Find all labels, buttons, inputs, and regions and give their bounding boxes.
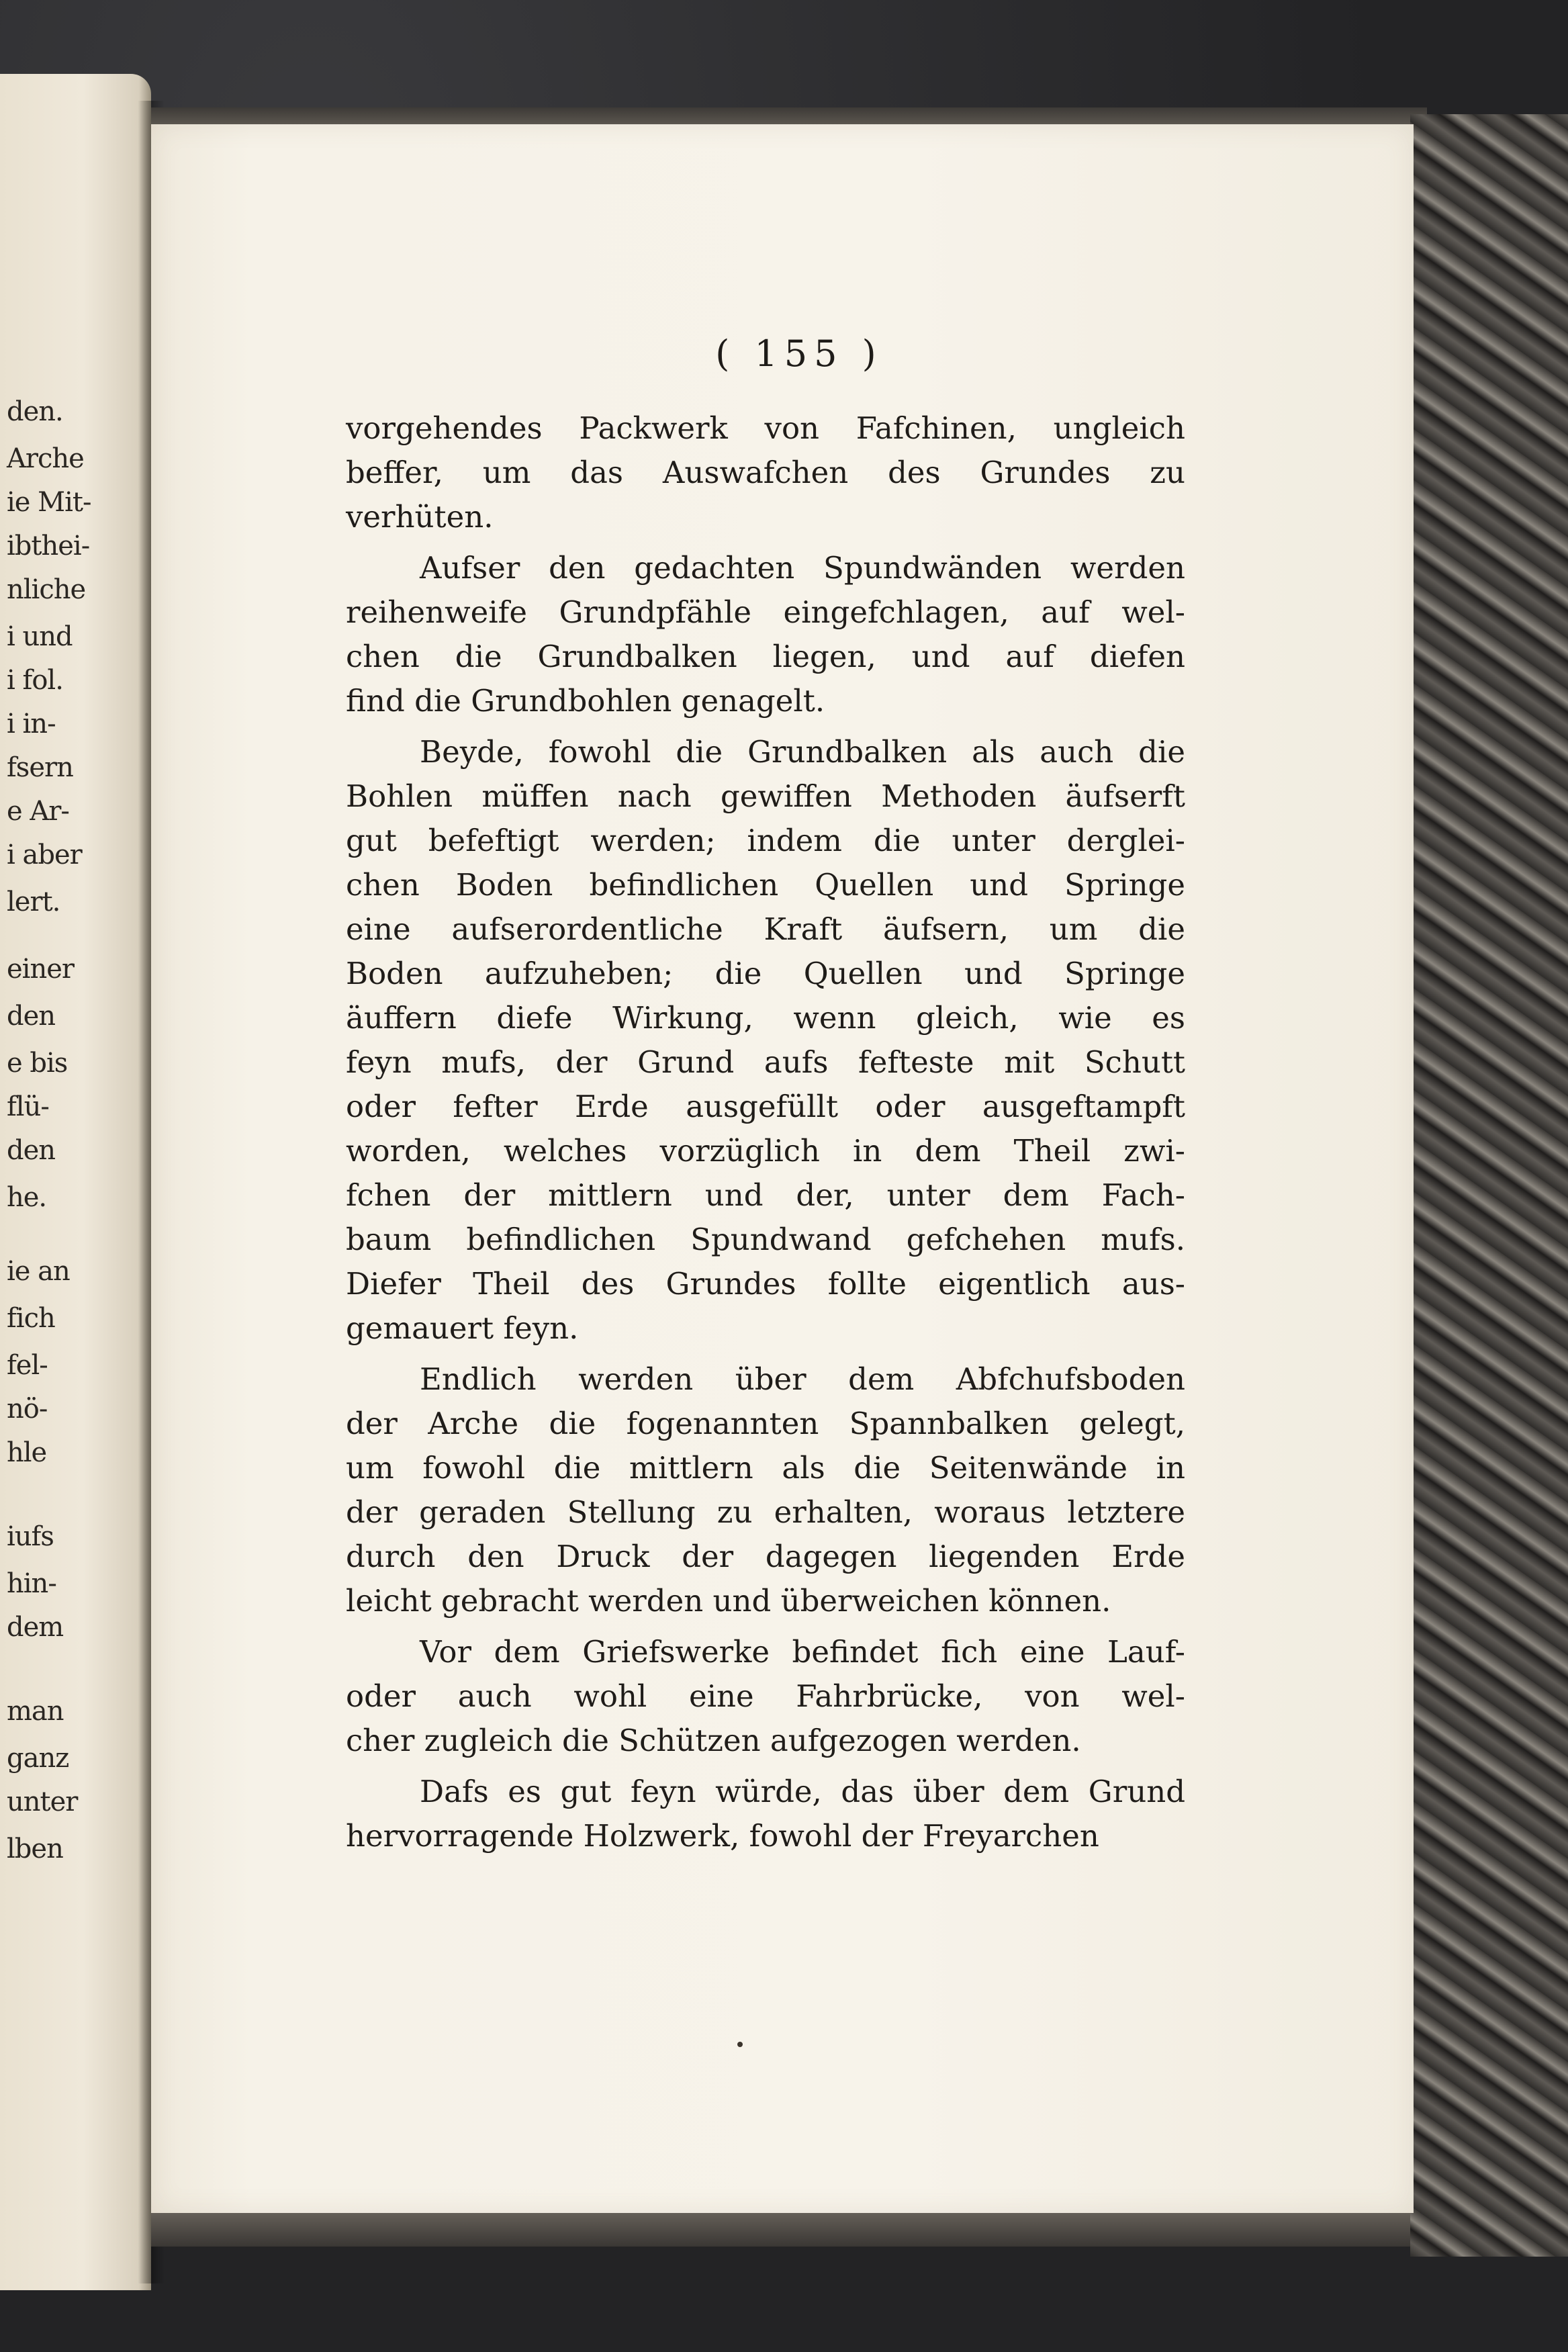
text-line: oder auch wohl eine Fahrbrücke, von wel- <box>346 1678 1185 1714</box>
left-page-line: man <box>7 1696 64 1727</box>
text-line: feyn mufs, der Grund aufs fefteste mit Schutt <box>346 1044 1185 1080</box>
text-line: Aufser den gedachten Spundwänden werden <box>420 550 1185 586</box>
text-line: oder fefter Erde ausgefüllt oder ausgeftampft <box>346 1089 1185 1124</box>
page-body-text <box>346 406 1185 1858</box>
text-line: äuffern diefe Wirkung, wenn gleich, wie es <box>346 1000 1185 1036</box>
text-line: Boden aufzuheben; die Quellen und Springe <box>346 956 1185 991</box>
text-line: eine aufserordentliche Kraft äufsern, um die <box>346 911 1185 947</box>
text-line: Bohlen müffen nach gewiffen Methoden äufserft <box>346 778 1185 814</box>
left-page-line: i aber <box>7 840 82 870</box>
left-page-line: i und <box>7 621 73 652</box>
text-line: Beyde, fowohl die Grundbalken als auch die <box>420 734 1185 770</box>
left-page-line: flü- <box>7 1091 49 1122</box>
text-line: beffer, um das Auswafchen des Grundes zu <box>346 455 1185 490</box>
left-page-line: i fol. <box>7 665 63 696</box>
paragraph <box>346 406 1185 539</box>
text-line: durch den Druck der dagegen liegenden Erde <box>346 1539 1185 1574</box>
left-page-line: nliche <box>7 574 86 605</box>
left-page-line: den <box>7 1135 56 1166</box>
text-line: verhüten. <box>346 499 494 535</box>
text-line: Endlich werden über dem Abfchufsboden <box>420 1361 1185 1397</box>
text-line: leicht gebracht werden und überweichen können. <box>346 1583 1111 1619</box>
left-page-line: ie an <box>7 1256 70 1287</box>
paragraph-gap <box>346 1763 1185 1770</box>
paragraph-gap <box>346 539 1185 546</box>
text-line: fchen der mittlern und der, unter dem Fach- <box>346 1177 1185 1213</box>
text-line: cher zugleich die Schützen aufgezogen werden. <box>346 1723 1081 1758</box>
left-page-line: fsern <box>7 752 73 783</box>
ink-speck <box>737 2042 743 2047</box>
left-page-line: dem <box>7 1612 64 1643</box>
paragraph <box>346 546 1185 723</box>
left-page-line: ie Mit- <box>7 487 91 518</box>
left-page-line: lben <box>7 1834 63 1864</box>
left-facing-page <box>0 74 151 2290</box>
left-page-line: hin- <box>7 1568 56 1599</box>
page-number: ( 155 ) <box>715 332 883 375</box>
paragraph-gap <box>346 1351 1185 1357</box>
left-page-line: nö- <box>7 1394 48 1424</box>
text-line: Vor dem Griefswerke befindet fich eine Lauf- <box>420 1634 1185 1670</box>
left-page-line: ganz <box>7 1743 69 1774</box>
text-line: um fowohl die mittlern als die Seitenwände in <box>346 1450 1185 1486</box>
left-page-line: lert. <box>7 887 60 917</box>
left-page-line: Arche <box>7 443 84 474</box>
left-page-line: he. <box>7 1182 47 1213</box>
marbled-cover-edge <box>1410 114 1568 2257</box>
text-line: worden, welches vorzüglich in dem Theil zwi- <box>346 1133 1185 1169</box>
text-line: der Arche die fogenannten Spannbalken gelegt, <box>346 1406 1185 1441</box>
paragraph <box>346 1630 1185 1763</box>
text-line: vorgehendes Packwerk von Fafchinen, ungleich <box>346 410 1185 446</box>
text-line: chen die Grundbalken liegen, und auf diefen <box>346 639 1185 674</box>
left-page-line: ibthei- <box>7 531 90 561</box>
text-line: baum befindlichen Spundwand gefchehen mufs. <box>346 1222 1185 1257</box>
left-page-line: e bis <box>7 1048 68 1079</box>
text-line: Diefer Theil des Grundes follte eigentlich aus- <box>346 1266 1185 1302</box>
paragraph-gap <box>346 1623 1185 1630</box>
left-page-line: hle <box>7 1437 47 1468</box>
left-page-line: einer <box>7 954 75 985</box>
text-line: reihenweife Grundpfähle eingefchlagen, auf wel- <box>346 594 1185 630</box>
left-page-line: e Ar- <box>7 796 69 827</box>
left-page-line: i in- <box>7 709 56 739</box>
text-line: gemauert feyn. <box>346 1310 579 1346</box>
text-line: find die Grundbohlen genagelt. <box>346 683 825 719</box>
paragraph <box>346 730 1185 1351</box>
paragraph <box>346 1357 1185 1623</box>
text-line: chen Boden befindlichen Quellen und Springe <box>346 867 1185 903</box>
left-page-line: iufs <box>7 1521 54 1552</box>
left-page-line: den. <box>7 396 63 427</box>
left-page-line: fel- <box>7 1350 48 1381</box>
paragraph-gap <box>346 723 1185 730</box>
text-line: Dafs es gut feyn würde, das über dem Grund <box>420 1774 1185 1809</box>
left-page-line: unter <box>7 1786 78 1817</box>
text-line: gut befeftigt werden; indem die unter derglei- <box>346 823 1185 858</box>
left-page-line: fich <box>7 1303 55 1334</box>
left-page-line: den <box>7 1001 56 1032</box>
text-line: der geraden Stellung zu erhalten, woraus letztere <box>346 1494 1185 1530</box>
paragraph <box>346 1770 1185 1858</box>
text-line: hervorragende Holzwerk, fowohl der Freyarchen <box>346 1818 1099 1854</box>
